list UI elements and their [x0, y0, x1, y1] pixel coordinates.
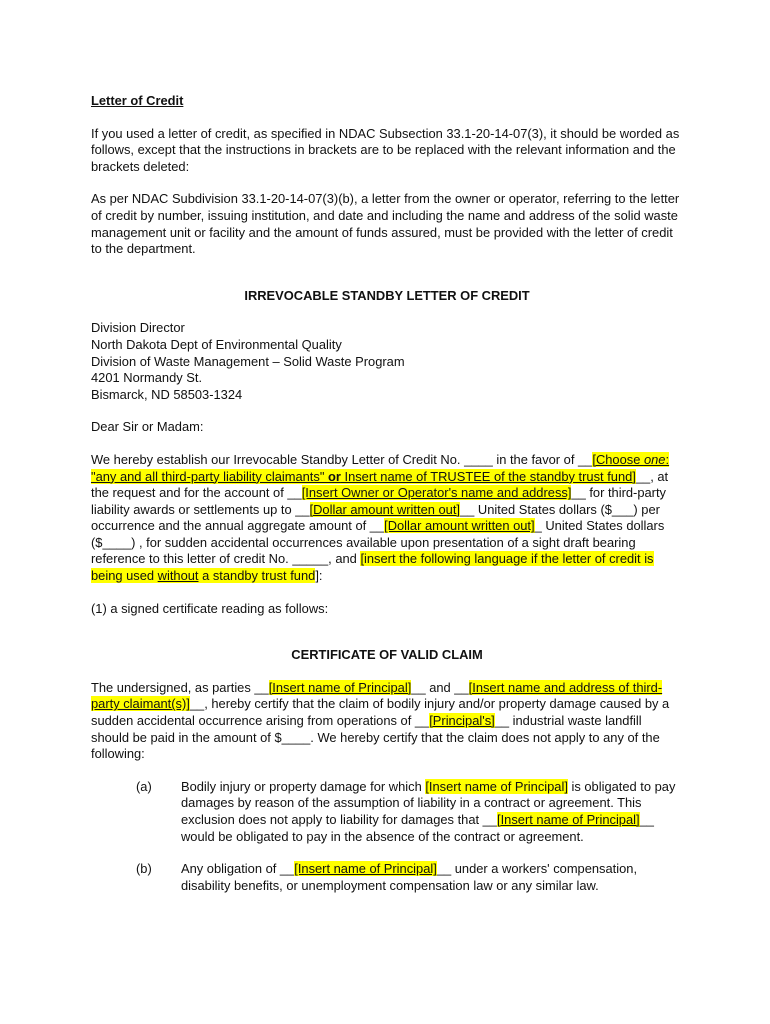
placeholder-claimant: [Insert name and address of third-party claimant(s)]: [91, 679, 663, 712]
placeholder-principal-name: [Insert name of Principal]: [294, 861, 437, 877]
document-page: [91, 93, 683, 894]
letter-heading: IRREVOCABLE STANDBY LETTER OF CREDIT: [244, 287, 530, 303]
exclusion-item-a: [91, 779, 683, 845]
requirement-paragraph: As per NDAC Subdivision 33.1-20-14-07(3)(b), a letter from the owner or operator, referring to the letter of credit by number, issuing institution, and date and including the name and address of the solid waste management unit or facility and the amount of funds assured, must be provided with the letter of credit to the department.: [91, 191, 680, 257]
item-label: (a): [136, 778, 152, 794]
placeholder-principal-name: [Insert name of Principal]: [268, 679, 412, 695]
placeholder-beneficiary: [Choose one: "any and all third-party liability claimants" or Insert name of TRUSTEE of the standby trust fund]: [91, 451, 670, 484]
placeholder-aggregate-amount: [Dollar amount written out]: [384, 518, 535, 534]
address-line: Division of Waste Management – Solid Waste Program: [91, 353, 405, 369]
item-label: (b): [136, 861, 152, 877]
body-text: __ for third-party liability awards or settlements up to __: [91, 485, 666, 517]
intro-paragraph: If you used a letter of credit, as specified in NDAC Subsection 33.1-20-14-07(3), it should be worded as follows, except that the instructions in brackets are to be replaced with the relevant information and the brackets deleted:: [91, 125, 680, 174]
letter-body-paragraph: We hereby establish our Irrevocable Standby Letter of Credit No. ____ in the favor of __[Choose one: "any and all third-party liability claimants" or Insert name of TRUSTEE of the standby trust fund]__, at the request and for the account of __[Insert Owner or Operator's name and address]__ for third-party liability awards or settlements up to __[Dollar amount written out]__ United States dollars ($___) per occurrence and the annual aggregate amount of __[Dollar amount written out]_ United States dollars ($____) , for sudden accidental occurrences available upon presentation of a sight draft bearing reference to this letter of credit No. _____, and [insert the following language if the letter of credit is being used without a standby trust fund]:: [91, 451, 670, 584]
placeholder-principal-name: [Insert name of Principal]: [497, 812, 640, 827]
body-text: We hereby establish our Irrevocable Standby Letter of Credit No. ____ in the favor of __: [91, 451, 593, 467]
placeholder-owner-name: [Insert Owner or Operator's name and address]: [301, 485, 572, 501]
placeholder-instruction: [insert the following language if the letter of credit is being used without a standby trust fund: [91, 551, 654, 584]
address-line: 4201 Normandy St.: [91, 370, 203, 386]
certificate-heading: CERTIFICATE OF VALID CLAIM: [291, 647, 483, 663]
body-text: __, at the request and for the account of __: [91, 468, 669, 501]
item-one: (1) a signed certificate reading as follows:: [91, 600, 329, 616]
item-text: Bodily injury or property damage for which [Insert name of Principal] is obligated to pay damages by reason of the assumption of liability in a contract or agreement. This exclusion does not apply to liability for damages that __[Insert name of Principal]__ would be obligated to pay in the absence of the contract or agreement.: [181, 778, 676, 844]
address-line: Division Director: [91, 320, 185, 336]
salutation: Dear Sir or Madam:: [91, 419, 204, 435]
placeholder-occurrence-amount: [Dollar amount written out]: [309, 501, 460, 517]
body-text: __ United States dollars ($___) per occurrence and the annual aggregate amount of __: [91, 501, 660, 534]
placeholder-principal-name: [Insert name of Principal]: [425, 778, 568, 794]
item-text: Any obligation of __[Insert name of Principal]__ under a workers' compensation, disability benefits, or unemployment compensation law or any similar law.: [181, 861, 638, 893]
claim-paragraph: The undersigned, as parties __[Insert name of Principal]__ and __[Insert name and address of third-party claimant(s)]__, hereby certify that the claim of bodily injury and/or property damage caused by a sudden accidental occurrence arising from operations of __[Principal's]__ industrial waste landfill should be paid in the amount of $____. We hereby certify that the claim does not apply to any of the following:: [91, 679, 670, 762]
document-title: Letter of Credit: [91, 93, 184, 108]
address-line: Bismarck, ND 58503-1324: [91, 386, 243, 402]
body-text: _ United States dollars ($____) , for sudden accidental occurrences available upon presentation of a sight draft bearing reference to this letter of credit No. _____, and: [91, 518, 665, 567]
address-line: North Dakota Dept of Environmental Quality: [91, 336, 342, 352]
placeholder-principals: [Principal's]: [429, 713, 495, 729]
exclusion-item-b: [91, 861, 683, 894]
recipient-address: [91, 320, 683, 403]
